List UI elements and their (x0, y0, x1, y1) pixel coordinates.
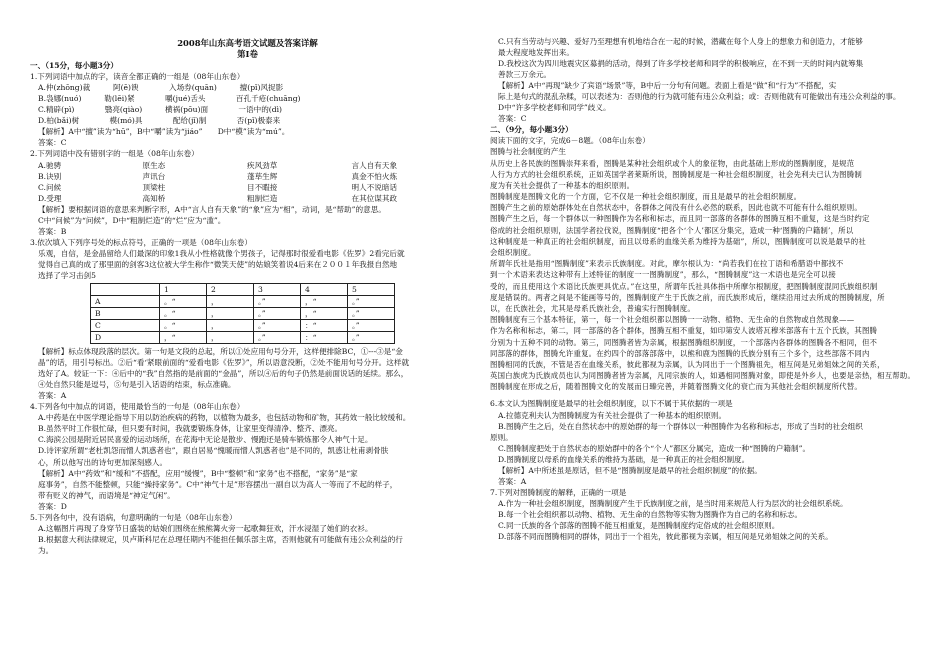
text-line: C.只有当劳动与兴趣、爱好乃至理想有机地结合在一起的时候，潜藏在每个人身上的想象力和创造力，才能够 (498, 37, 863, 46)
option-cell: 粗制烂造 (247, 193, 278, 203)
table-cell: 4 (301, 284, 348, 296)
option-cell: 声讯台 (142, 171, 166, 181)
table-cell: 5 (348, 284, 395, 296)
text-line: 阅读下面的文字，完成6－8题。（08年山东卷） (490, 136, 650, 146)
text-line: A.作为一种社会组织制度，图腾制度产生于氏族制度之前，是当时用来规范人行为层次的社会组织系统。 (498, 498, 848, 508)
passage-line: 度为有关社会提供了一种基本的组织原则。 (490, 180, 635, 190)
text-line: D.部落不同而图腾相同的群体，同出于一个祖先，彼此都视为亲属，相互间是兄弟姐妹之间的关系。 (498, 532, 833, 542)
text-line: C中“问候”为“问候”，D中“粗制烂造”的“烂”应为“滥”。 (38, 215, 226, 225)
text-line: 6.本文认为图腾制度是最早的社会组织制度，以下不属于其依据的一项是 (490, 399, 733, 409)
question-2-options (30, 160, 465, 204)
table-cell: 。“ (160, 308, 207, 320)
table-cell: ， (207, 296, 254, 308)
text-line: 心，所以他写出的诗句更加深刻感人。 (38, 457, 168, 467)
table-cell: ，“ (301, 308, 348, 320)
text-line: 最大程度地发挥出来。 (498, 48, 574, 58)
text-line: 答案：D (38, 501, 67, 511)
option-cell: 真金不怕火炼 (351, 171, 398, 181)
right-block-2 (490, 398, 925, 542)
text-line: 【解析】A中“药效”和“缓和”不搭配，应用“缓慢”，B中“整顿”和“家务”也不搭配，“家务”是“家 (38, 468, 358, 478)
text-line: 乐观，自信，是金晶留给人们最深的印象1我从小性格就像个男孩子，记得那时很爱看电影《佐罗》2看完后就 (38, 248, 405, 258)
left-block-3 (30, 346, 465, 556)
passage-line: 所谓年氏社是指用“图腾制度”来表示氏族制度。对此，摩尔根认为：“尚若我们在拉丁语和希腊语中都找不 (490, 259, 844, 269)
text-line: 2.下列词语中没有错别字的一组是（08年山东卷） (30, 149, 199, 159)
text-line: 【解析】A中所述虽是原话，但不是“图腾制度是最早的社会组织制度”的依据。 (498, 465, 762, 475)
passage-line: 从历史上各民族的图腾崇拜来看，图腾是某种社会组织或个人的象征物，由此基础上形成的图腾制度，是规范 (490, 158, 855, 168)
text-line: 答案：A (498, 476, 527, 486)
text-line: A.这幅图片再现了身穿节日盛装的姑娘们围绕在熊熊篝火旁一起歌舞狂欢，汗水浸湿了她们的衣衫。 (38, 523, 373, 533)
passage-line: 以，在氏族社会，尤其是母系氏族社会，普遍实行图腾制度。 (490, 303, 695, 313)
text-line: D.柏(bǎi)树 模(mó)具 配给(jǐ)制 否(pǐ)极泰来 (38, 116, 281, 126)
text-line: 5.下列各句中，没有语病，句意明确的一句是（08年山东卷） (30, 512, 237, 522)
text-line: D中“许多学校老师和同学”歧义。 (498, 103, 611, 113)
text-line: C.海滨公园是附近居民喜爱的运动场所，在花海中无论是散步、慢跑还是骑车锻炼都令人神气十足。 (38, 435, 373, 445)
option-cell: 明人不说暗话 (351, 182, 398, 192)
table-cell: D (91, 332, 160, 344)
text-line: B.虽然平时工作很忙碌，但只要有时间，我就要锻炼身体，让家里变得清净、整齐、漂亮。 (38, 424, 343, 434)
text-line: C.同一氏族的各个部落的图腾不能互相重复，是图腾制度约定俗成的社会组织原则。 (498, 520, 780, 530)
table-cell: ，“ (301, 296, 348, 308)
table-row (91, 320, 395, 332)
text-line: C.图腾制度把处于自然状态的原始群中的各个“个人”都区分属完，造成一种“图腾的户籍制”。 (498, 443, 811, 453)
text-line: B.每一个社会组织都以动物、植物、无生命的自然物等实物为图腾作为自己的名称和标志。 (498, 509, 803, 519)
passage-line: 图腾相同的氏族，不管是否在血缘关系，彼此都视为亲属，认为同出于一个图腾祖先，相互间是兄弟姐妹之间的关系， (490, 359, 885, 369)
passage-line: 图腾产生之前的原始群体处在自然状态中，各群体之间没有什么必然的联系，因此也就不可能有什么组织原则。 (490, 203, 862, 213)
text-line: D.图腾制度以母系的血缘关系的维持为基础，是一种真正的社会组织制度。 (498, 454, 750, 464)
table-cell: ， (207, 308, 254, 320)
section-heading: 第Ⅰ卷 (237, 49, 258, 60)
option-cell: 目不暇接 (247, 182, 278, 192)
passage-line: 图腾产生之后，每一个群体以一种图腾作为名称和标志，而且同一部落的各群体的图腾互相不重复，这是当时约定 (490, 214, 870, 224)
option-cell: 疾风劲草 (247, 160, 278, 170)
text-line: A.拉德克利夫认为图腾制度为有关社会提供了一种基本的组织原则。 (498, 410, 727, 420)
passage-line: 分别为十五种不同的动物。第三，同图腾者皆为亲属，根据图腾组织制度，一个部落内各群体的图腾各不相同，但不 (490, 337, 878, 347)
right-column (490, 36, 925, 542)
text-line: 选好了A。较证一下：④后中的“我”自然指的是前面的“金晶”，所以④后的句子仍然是前面说话的延续。那么， (38, 369, 409, 379)
text-line: 【解析】A中“擅”读为“hū”，B中“嚼”读为“jiáo” D中“模”读为“mú”。 (38, 127, 290, 137)
text-line: 【解析】标点体现段落的层次。第一句是文段的总起，所以①处应用句号分开，这样便排除BC，①---③是“金 (38, 347, 403, 357)
table-cell: 。” (254, 332, 301, 344)
passage-line: 人行为方式的社会组织系统，正如英国学者莱斯所说，图腾制度是一种社会组织制度，社会先利夫已认为图腾制 (490, 169, 862, 179)
text-line: 际上是句式的混乱杂糅，可以表述为：否则他的行为就可能有违公众利益；或：否则他就有可能做出有违公众利益的事。 (498, 92, 901, 102)
document-title: 2008年山东高考语文试题及答案详解 (177, 38, 318, 48)
passage-line: 图腾制度有三个基本特征，第一，每一个社会组织都以图腾一一动物、植物、无生命的自然物或自然现象—— (490, 315, 855, 325)
text-line: C.精辟(pì) 翳亮(qiào) 横祸(pōu)面 一语中的(dì) (38, 105, 283, 115)
table-cell: ，“ (160, 332, 207, 344)
text-line: B.根据意大利法律规定，贝卢斯科尼在总理任期内不能担任佩乐部主席，否则他就有可能做有违公众利益的行 (38, 534, 403, 544)
option-cell: C.问候 (38, 182, 62, 192)
text-line: A.中药是在中医学理论指导下用以防治疾病的药物，以植物为最多，也包括动物和矿物，其药效一般比较缓和。 (38, 413, 411, 423)
text-line: 觉得自己真的成了那里面的剑客3这位被大学生称作“微笑天使”的姑娘笑着说4后来在２００１年我报自然地 (38, 259, 398, 269)
table-cell: 。” (348, 332, 395, 344)
table-cell: 3 (254, 284, 301, 296)
table-cell: 1 (160, 284, 207, 296)
table-cell: 。” (254, 320, 301, 332)
table-cell: 2 (207, 284, 254, 296)
right-block-1 (490, 36, 925, 158)
passage-line: 英国白族虎为氏族成员也认为同图腾者皆为亲属，凡同宗族的人，如遇相同图腾对象，即使是外乡人，也要是亲热，相互帮助。 (490, 371, 916, 381)
text-line: 为。 (38, 545, 54, 555)
text-line: 一、（15分，每小题3分） (30, 61, 118, 71)
table-cell: ， (207, 320, 254, 332)
text-line: 图腾与社会制度的产生 (490, 147, 566, 157)
text-line: 7.下列对图腾制度的解释，正确的一项是 (490, 487, 627, 497)
text-line: 1.下列词语中加点的字，读音全都正确的一组是（08年山东卷） (30, 72, 245, 82)
text-line: 带有贬义的神气，而语境是“神定气闲”。 (38, 490, 175, 500)
text-line: D.诗评家所谓“老杜凯怨而憎人凯惑者也”，跟自居易“愧暖而憎人凯惑者也”是不同的，凯惑让杜甫剥骨肤 (38, 446, 389, 456)
passage-line: 同部落的群体，图腾允许重复。在约四个的部落部落中，以熊和鹿为图腾的氏族分别有三个多个，这些部落不同内 (490, 348, 870, 358)
text-line: 二、（9分，每小题3分） (490, 125, 573, 135)
option-cell: D.受理 (38, 193, 62, 203)
table-row (91, 332, 395, 344)
text-line: 答案：C (498, 114, 527, 124)
table-row (91, 284, 395, 296)
left-column (30, 38, 465, 556)
passage-line: 会组织制度。 (490, 248, 536, 258)
punctuation-table (90, 283, 395, 344)
table-cell: B (91, 308, 160, 320)
option-row (30, 182, 465, 193)
left-block-1 (30, 60, 465, 159)
table-row (91, 296, 395, 308)
option-row (30, 171, 465, 182)
text-line: 【解析】A中“再现”缺少了宾语“场景”等，B中后一分句有问题。表面上看是“做”和“行为”不搭配，实 (498, 81, 837, 91)
option-cell: 言人自有天象 (351, 160, 398, 170)
option-cell: 顶梁柱 (142, 182, 166, 192)
passage-line: 度是错误的。两者之间是不能画等号的，图腾制度产生于氏族之前，而氏族形成后，继续沿用过去所成的图腾制度，所 (490, 292, 885, 302)
option-cell: 在其位谋其政 (351, 193, 398, 203)
text-line: ④处自然只能是逗号，⑤句是引入话语的结束，标点准确。 (38, 380, 236, 390)
table-cell (91, 284, 160, 296)
text-line: 4.下列各句中加点的词语，使用最恰当的一句是（08年山东卷） (30, 402, 245, 412)
left-block-2 (30, 204, 465, 281)
text-line: 选择了学习击剑5 (38, 270, 96, 280)
table-cell: ， (207, 332, 254, 344)
option-row (30, 193, 465, 204)
table-cell: C (91, 320, 160, 332)
passage-line: 受的，而且使用这个术语比氏族更具优点。”在这里，所谓年氏社具体指中所摩尔根制度，把图腾制度混同氏族组织制 (490, 281, 878, 291)
text-line: 善款三万余元。 (498, 70, 552, 80)
text-line: 原则。 (490, 432, 513, 442)
option-cell: 高知桥 (142, 193, 166, 203)
table-cell: 。” (254, 308, 301, 320)
option-cell: A.驰骋 (38, 160, 62, 170)
text-line: B.袅娜(nuó) 勒(lēi)紧 嚼(jué)舌头 百孔千疮(chuāng) (38, 94, 301, 104)
table-cell: 。“ (160, 296, 207, 308)
passage-line: 俗成的社会组织原则，法国学者拉伐说，图腾制度“把各个‘个人’都区分集完，造成一种‘图腾的户籍制’，所以 (490, 225, 854, 235)
table-cell: 。“ (160, 320, 207, 332)
passage-line: 作为名称和标志，第二，同一部落的各个群体，图腾互相不重复，如印第安人波塔瓦穆米部落有十五个氏族，其图腾 (490, 326, 878, 336)
text-line: 庭事务”，自然不能整顿，只能“操持家务”。C中“神气十足”形容摆出一副自以为高人一等而了不起的样子， (38, 479, 398, 489)
option-cell: 蓬荜生辉 (247, 171, 278, 181)
text-line: 答案：B (38, 226, 67, 236)
table-cell: 。” (348, 308, 395, 320)
passage-line: 图腾制度在形成之后，随着图腾文化的发展而日臻完善，并随着图腾文化的衰亡而为其他社会组织制度所代替。 (490, 382, 862, 392)
table-row (91, 308, 395, 320)
text-line: D.我校这次为四川地震灾区募捐的活动，得到了许多学校老师和同学的积极响应，在不到一天的时间内就筹集 (498, 59, 864, 69)
passage-line: 到一个术语来表达这种带有上述特征的制度一一图腾制度”，那么，“图腾制度”这一术语也是完全可以接 (490, 270, 836, 280)
table-cell: 。” (254, 296, 301, 308)
option-cell: 原生态 (142, 160, 166, 170)
text-line: 3.依次填入下列序号处的标点符号，正确的一项是（08年山东卷） (30, 237, 252, 247)
table-cell: ：“ (301, 332, 348, 344)
option-row (30, 160, 465, 171)
table-cell: 。” (348, 296, 395, 308)
option-cell: B.诀别 (38, 171, 62, 181)
text-line: A.仲(zhōng)裁 阿(ē)谀 入场券(quān) 擅(pǐ)风捉影 (38, 83, 284, 93)
text-line: 答案：C (38, 138, 67, 148)
text-line: 答案：A (38, 391, 67, 401)
reading-passage (490, 158, 925, 393)
passage-line: 图腾制度是图腾文化的一个方面，它不仅是一种社会组织制度，而且是最早的社会组织制度。 (490, 192, 802, 202)
text-line: 晶”的话，用引号标出。②后“看‘紧眼前面的“爱看电影《佐罗》”，所以语意没断，②处不能用句号分开。这样就 (38, 358, 410, 368)
text-line: B.图腾产生之后，处在自然状态中的原始群的每一个群体以一种图腾作为名称和标志，形成了当时的社会组织 (498, 421, 863, 431)
table-cell: ：“ (301, 320, 348, 332)
passage-line: 这种制度是一种真正的社会组织制度，而且以母系的血缘关系为维持为基础”，所以，图腾制度可以说是最早的社 (490, 236, 866, 246)
text-line: 【解析】要根据词语的意思来判断字形，A中“言人自有天象”的“象”应为“相”，动词，是“帮助”的意思。 (38, 204, 386, 214)
table-cell: A (91, 296, 160, 308)
table-cell: 。” (348, 320, 395, 332)
